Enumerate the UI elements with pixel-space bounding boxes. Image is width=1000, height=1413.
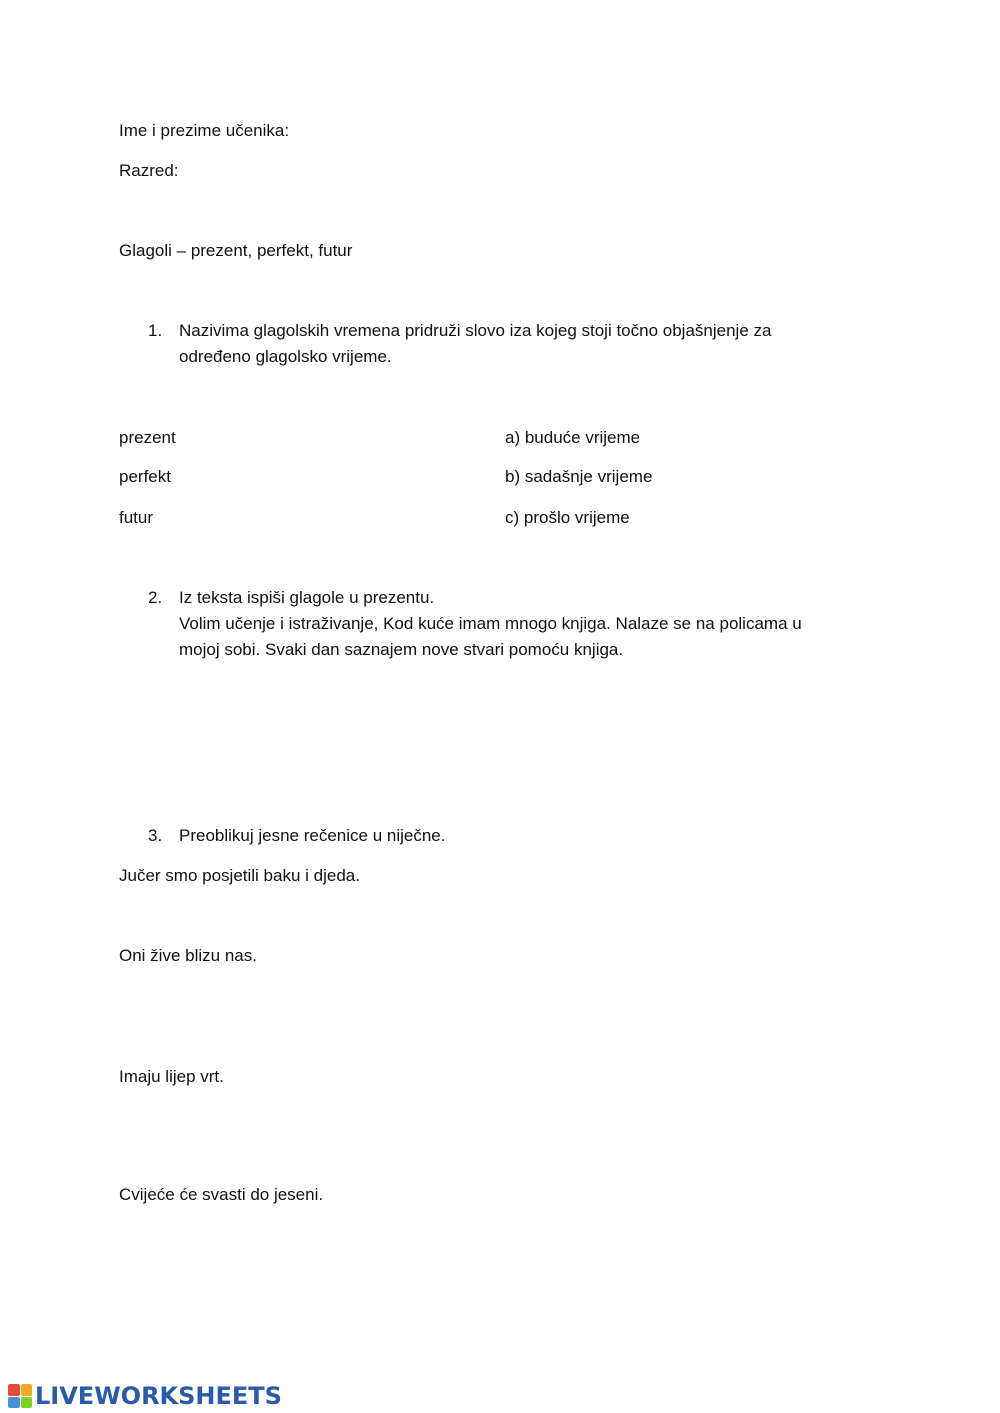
task-2-number: 2. xyxy=(148,588,163,607)
term-prezent[interactable]: prezent xyxy=(119,428,176,447)
task-1-number: 1. xyxy=(148,321,163,340)
task-2-text-line-1: Volim učenje i istraživanje, Kod kuće imam mnogo knjiga. Nalaze se na policama u xyxy=(179,614,802,633)
definition-c[interactable]: c) prošlo vrijeme xyxy=(505,508,630,527)
logo-block xyxy=(21,1384,33,1396)
task-3-instruction: Preoblikuj jesne rečenice u niječne. xyxy=(179,826,446,845)
term-perfekt[interactable]: perfekt xyxy=(119,467,171,486)
logo-block xyxy=(8,1397,20,1409)
logo-block xyxy=(8,1384,20,1396)
sentence-3: Imaju lijep vrt. xyxy=(119,1067,224,1086)
term-futur[interactable]: futur xyxy=(119,508,154,527)
logo-block xyxy=(21,1397,33,1409)
sentence-2: Oni žive blizu nas. xyxy=(119,946,257,965)
logo-text: LIVEWORKSHEETS xyxy=(35,1382,282,1410)
page-title: Glagoli – prezent, perfekt, futur xyxy=(119,241,353,260)
task-2-instruction: Iz teksta ispiši glagole u prezentu. xyxy=(179,588,435,607)
task-1-instruction-line-1: Nazivima glagolskih vremena pridruži slovo iza kojeg stoji točno objašnjenje za xyxy=(179,321,772,340)
sentence-4: Cvijeće će svasti do jeseni. xyxy=(119,1185,324,1204)
definition-a[interactable]: a) buduće vrijeme xyxy=(505,428,641,447)
definition-b[interactable]: b) sadašnje vrijeme xyxy=(505,467,653,486)
class-label: Razred: xyxy=(119,161,179,180)
task-3-number: 3. xyxy=(148,826,163,845)
sentence-1: Jučer smo posjetili baku i djeda. xyxy=(119,866,360,885)
student-name-label: Ime i prezime učenika: xyxy=(119,121,290,140)
task-1-instruction-line-2: određeno glagolsko vrijeme. xyxy=(179,347,392,366)
task-2-text-line-2: mojoj sobi. Svaki dan saznajem nove stvari pomoću knjiga. xyxy=(179,640,624,659)
liveworksheets-logo xyxy=(8,1382,282,1410)
logo-blocks-icon xyxy=(8,1384,32,1408)
